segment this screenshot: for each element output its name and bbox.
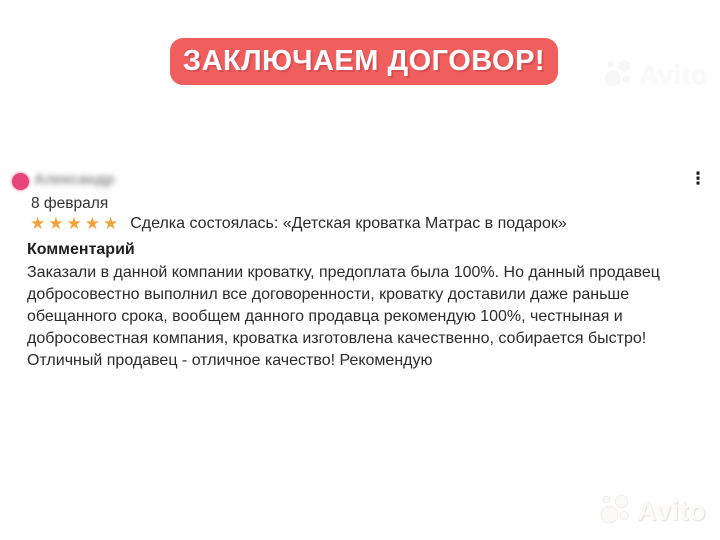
comment-text: Заказали в данной компании кроватку, предоплата была 100%. Но данный продавец добросовестно выполнил все договоренности, кроватку доставили даже раньше обещанного срока, вообщем данного продавца рекомендую 100%, честныная и добросовестная компания, кроватка изготовлена качественно, собирается быстро! Отличный продавец - отличное качество! Рекомендую: [27, 264, 660, 369]
avito-watermark-label: Avito: [637, 496, 706, 526]
avito-watermark-label: Avito: [639, 60, 708, 90]
avatar[interactable]: [12, 173, 29, 190]
rating-row: [30, 214, 567, 234]
review-date: 8 февраля: [31, 195, 109, 212]
author-name[interactable]: Александр: [34, 171, 115, 188]
promo-banner-label: ЗАКЛЮЧАЕМ ДОГОВОР!: [182, 45, 546, 77]
avito-watermark-bottom: [600, 493, 706, 530]
deal-status-text: Сделка состоялась: «Детская кроватка Матрас в подарок»: [130, 215, 567, 232]
comment-heading: Комментарий: [27, 241, 135, 258]
kebab-menu-icon[interactable]: ⋮: [689, 169, 707, 188]
promo-banner: [170, 38, 558, 85]
avito-logo-icon: [604, 58, 634, 93]
star-rating-icon: ★★★★★: [30, 214, 122, 233]
avito-logo-icon: [600, 493, 632, 530]
avito-watermark-top: [604, 58, 708, 93]
